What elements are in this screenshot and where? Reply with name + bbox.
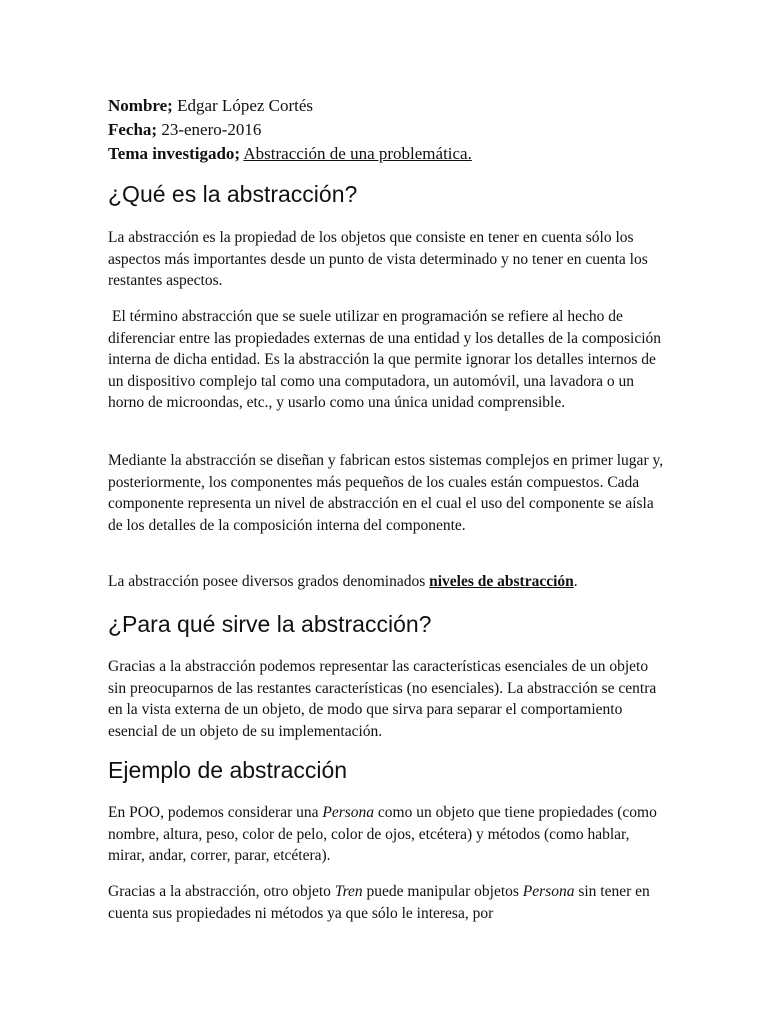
nombre-row bbox=[108, 94, 668, 118]
niveles-text: La abstracción posee diversos grados denominados bbox=[108, 573, 430, 590]
heading-ejemplo: Ejemplo de abstracción bbox=[108, 757, 348, 783]
nombre-value: Edgar López Cortés bbox=[172, 96, 314, 115]
heading-para-que: ¿Para qué sirve la abstracción? bbox=[108, 611, 432, 637]
fecha-label: Fecha; bbox=[108, 120, 158, 139]
heading-que-es: ¿Qué es la abstracción? bbox=[108, 181, 358, 207]
paragraph-definition: La abstracción es la propiedad de los objetos que consiste en tener en cuenta sólo los aspectos más importantes desde un punto de vista determinado y no tener en cuenta los restantes aspectos. bbox=[108, 229, 648, 289]
poo-text-a: En POO, podemos considerar una bbox=[108, 804, 323, 821]
paragraph-niveles bbox=[108, 571, 668, 593]
nombre-label: Nombre; bbox=[108, 96, 173, 115]
tema-row bbox=[108, 142, 668, 166]
fecha-value: 23-enero-2016 bbox=[157, 120, 262, 139]
fecha-row bbox=[108, 118, 668, 142]
document-header bbox=[108, 94, 668, 166]
tren-text-a: Gracias a la abstracción, otro objeto bbox=[108, 883, 335, 900]
tema-value: Abstracción de una problemática. bbox=[243, 144, 472, 163]
tren-text-b: puede manipular objetos bbox=[362, 883, 523, 900]
tren-em: Tren bbox=[334, 883, 363, 900]
tren-text-c: sin tener en cuenta sus propiedades ni métodos ya que sólo le interesa, por bbox=[108, 883, 650, 922]
paragraph-tren bbox=[108, 881, 668, 924]
persona-em-2: Persona bbox=[522, 883, 575, 900]
tema-label: Tema investigado; bbox=[108, 144, 241, 163]
paragraph-poo bbox=[108, 802, 668, 867]
poo-text-b: como un objeto que tiene propiedades (como nombre, altura, peso, color de pelo, color de ojos, etcétera) y métodos (como hablar, mirar, andar, correr, parar, etcétera). bbox=[108, 804, 657, 864]
paragraph-mediante: Mediante la abstracción se diseñan y fabrican estos sistemas complejos en primer lugar y, posteriormente, los componentes más pequeños de los cuales están compuestos. Cada componente representa un nivel de abstracción en el cual el uso del componente se aísla de los detalles de la composición interna del componente. bbox=[108, 452, 664, 534]
paragraph-termino: El término abstracción que se suele utilizar en programación se refiere al hecho de diferenciar entre las propiedades externas de una entidad y los detalles de la composición interna de dicha entidad. Es la abstracción la que permite ignorar los detalles internos de un dispositivo complejo tal como una computadora, un automóvil, una lavadora o un horno de microondas, etc., y usarlo como una única unidad comprensible. bbox=[108, 308, 662, 411]
niveles-link[interactable]: niveles de abstracción bbox=[429, 573, 574, 590]
niveles-end: . bbox=[573, 573, 578, 590]
persona-em: Persona bbox=[322, 804, 375, 821]
paragraph-gracias: Gracias a la abstracción podemos representar las características esenciales de un objeto sin preocuparnos de las restantes características (no esenciales). La abstracción se centra en la vista externa de un objeto, de modo que sirva para separar el comportamiento esencial de un objeto de su implementación. bbox=[108, 658, 657, 740]
